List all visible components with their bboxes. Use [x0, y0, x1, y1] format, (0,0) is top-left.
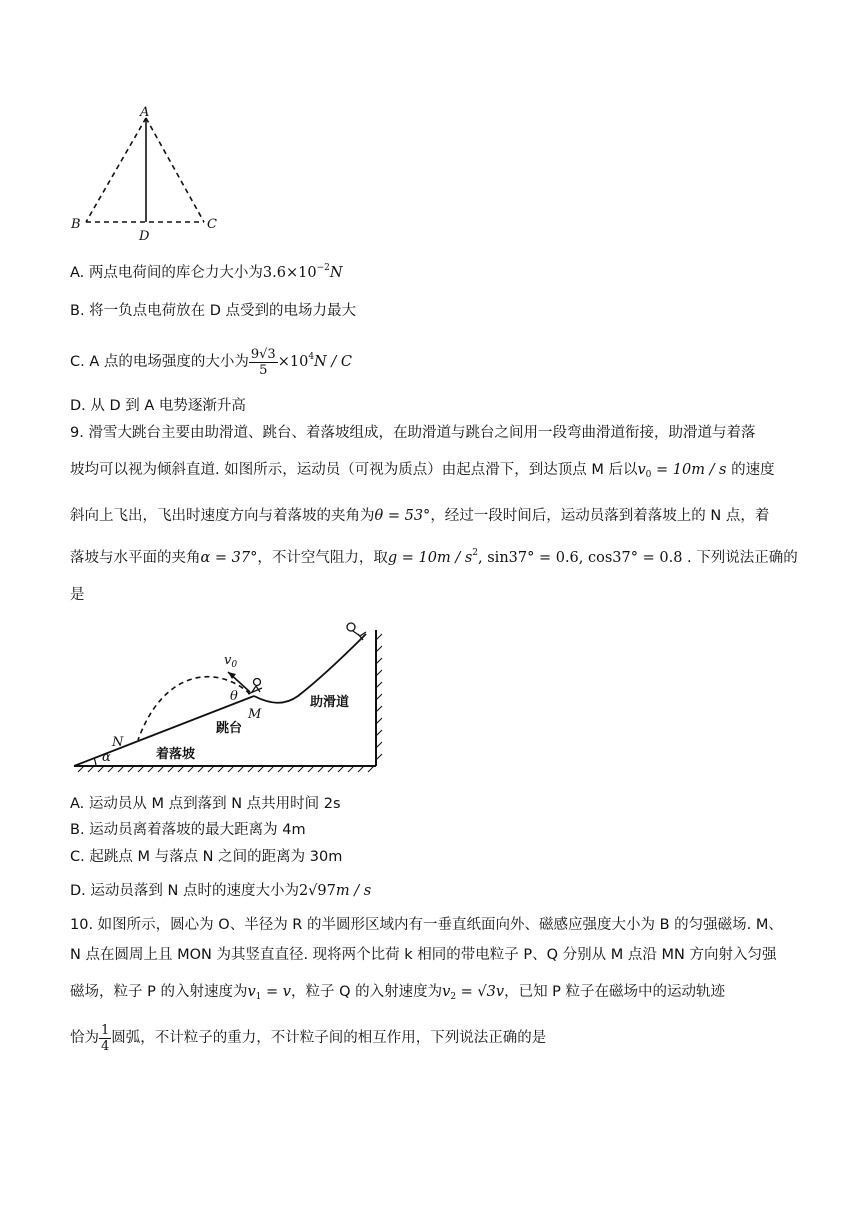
label-theta: θ	[230, 689, 238, 704]
field-fraction: $\frac{9√3}{5}$	[250, 346, 276, 378]
q10-line-4: 恰为 $\frac{1}{4}$ 圆弧，不计粒子的重力，不计粒子间的相互作用，下列说法正确的是	[70, 1022, 547, 1054]
label-D: D	[139, 229, 150, 244]
q9-option-b: B. 运动员离着落坡的最大距离为 4m	[70, 822, 306, 838]
triangle-figure	[66, 104, 226, 244]
label-N: N	[112, 735, 124, 750]
ski-jump-figure	[70, 616, 390, 776]
q9-option-a: A. 运动员从 M 点到落到 N 点共用时间 2s	[70, 796, 341, 812]
q8-option-a: A. 两点电荷间的库仑力大小为$3.6\times 10^{-2}N$	[70, 263, 343, 281]
label-C: C	[207, 217, 217, 232]
label-landing-slope: 着落坡	[156, 747, 196, 762]
q9-line-2: 坡均可以视为倾斜直道. 如图所示，运动员（可视为质点）由起点滑下，到达顶点 M 后以$v_0 = 10m / s$ 的速度	[70, 462, 775, 480]
label-A: A	[140, 105, 150, 120]
q8-option-c: C. A 点的电场强度的大小为 $\frac{9√3}{5}$ $\times 10^4N / C$	[70, 346, 352, 378]
label-v0: $v_0$	[224, 653, 238, 670]
q10-line-2: N 点在圆周上且 MON 为其竖直直径. 现将两个比荷 k 相同的带电粒子 P、Q 分别从 M 点沿 MN 方向射入匀强	[70, 947, 777, 963]
q8-option-d: D. 从 D 到 A 电势逐渐升高	[70, 398, 246, 414]
label-M: M	[248, 707, 262, 722]
q9-line-4: 落坡与水平面的夹角α = 37°，不计空气阻力，取$g = 10m / s^2$, sin37° = 0.6, cos37° = 0.8 . 下列说法正确的	[70, 548, 798, 566]
q10-line-3: 磁场，粒子 P 的入射速度为$v_1 = v$，粒子 Q 的入射速度为$v_2 = √3v$，已知 P 粒子在磁场中的运动轨迹	[70, 984, 726, 1002]
label-assist-slope: 助滑道	[310, 695, 350, 710]
q9-line-3: 斜向上飞出，飞出时速度方向与着落坡的夹角为θ = 53°，经过一段时间后，运动员落到着落坡上的 N 点，着	[70, 508, 770, 524]
label-alpha: α	[102, 750, 111, 765]
label-B: B	[71, 217, 81, 232]
label-jump-platform: 跳台	[216, 721, 243, 736]
q9-option-d: D. 运动员落到 N 点时的速度大小为2√97m / s	[70, 883, 372, 899]
q8-option-b: B. 将一负点电荷放在 D 点受到的电场力最大	[70, 303, 357, 319]
q10-line-1: 10. 如图所示，圆心为 O、半径为 R 的半圆形区域内有一垂直纸面向外、磁感应强度大小为 B 的匀强磁场. M、	[70, 917, 783, 933]
q9-line-1: 9. 滑雪大跳台主要由助滑道、跳台、着落坡组成，在助滑道与跳台之间用一段弯曲滑道衔接，助滑道与着落	[70, 425, 756, 441]
q9-line-5: 是	[70, 587, 85, 603]
quarter-fraction: $\frac{1}{4}$	[101, 1022, 110, 1054]
q9-option-c: C. 起跳点 M 与落点 N 之间的距离为 30m	[70, 849, 343, 865]
